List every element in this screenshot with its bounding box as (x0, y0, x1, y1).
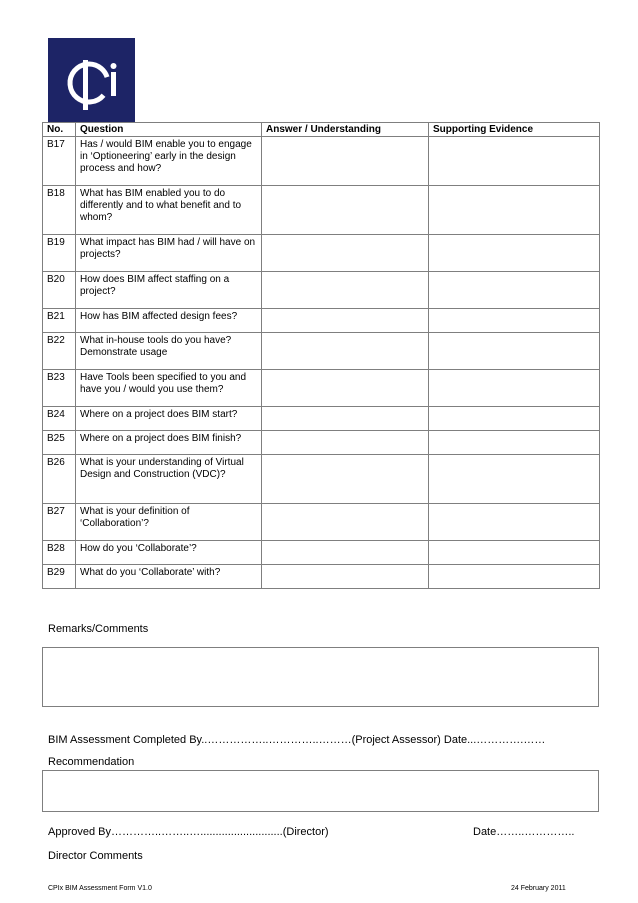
table-row (43, 272, 600, 309)
table-row (43, 455, 600, 504)
row-number: B21 (43, 309, 76, 333)
evidence-cell[interactable] (429, 504, 600, 541)
answer-cell[interactable] (262, 235, 429, 272)
row-question: Where on a project does BIM finish? (76, 431, 262, 455)
row-number: B27 (43, 504, 76, 541)
recommendation-label: Recommendation (48, 756, 135, 768)
answer-cell[interactable] (262, 370, 429, 407)
row-question: What in-house tools do you have? Demonstrate usage (76, 333, 262, 370)
approved-by-line: Approved By…………..……..…...........................(Director) (48, 826, 329, 838)
row-number: B24 (43, 407, 76, 431)
table-row (43, 186, 600, 235)
table-row (43, 333, 600, 370)
row-number: B22 (43, 333, 76, 370)
row-question: Where on a project does BIM start? (76, 407, 262, 431)
table-row (43, 504, 600, 541)
remarks-label: Remarks/Comments (48, 623, 149, 635)
table-row (43, 370, 600, 407)
row-question: What is your understanding of Virtual Design and Construction (VDC)? (76, 455, 262, 504)
row-question: What do you ‘Collaborate’ with? (76, 565, 262, 589)
header-question: Question (76, 123, 262, 137)
row-number: B18 (43, 186, 76, 235)
evidence-cell[interactable] (429, 431, 600, 455)
row-number: B26 (43, 455, 76, 504)
row-number: B19 (43, 235, 76, 272)
table-row (43, 565, 600, 589)
evidence-cell[interactable] (429, 186, 600, 235)
row-question: What impact has BIM had / will have on projects? (76, 235, 262, 272)
evidence-cell[interactable] (429, 541, 600, 565)
table-row (43, 137, 600, 186)
row-number: B23 (43, 370, 76, 407)
evidence-cell[interactable] (429, 309, 600, 333)
remarks-box[interactable] (42, 647, 599, 707)
table-row (43, 431, 600, 455)
row-number: B25 (43, 431, 76, 455)
evidence-cell[interactable] (429, 137, 600, 186)
evidence-cell[interactable] (429, 407, 600, 431)
answer-cell[interactable] (262, 541, 429, 565)
table-row (43, 541, 600, 565)
table-row (43, 235, 600, 272)
evidence-cell[interactable] (429, 370, 600, 407)
answer-cell[interactable] (262, 431, 429, 455)
row-number: B17 (43, 137, 76, 186)
director-comments-label: Director Comments (48, 850, 143, 862)
cpi-logo-mark (48, 38, 135, 122)
answer-cell[interactable] (262, 137, 429, 186)
row-question: Has / would BIM enable you to engage in ‘Optioneering’ early in the design process and how? (76, 137, 262, 186)
row-question: What is your definition of ‘Collaboration’? (76, 504, 262, 541)
header-no: No. (43, 123, 76, 137)
completed-by-line: BIM Assessment Completed By..……………..…………..………(Project Assessor) Date...………….…… (48, 734, 546, 746)
evidence-cell[interactable] (429, 455, 600, 504)
answer-cell[interactable] (262, 272, 429, 309)
table-header-row (43, 123, 600, 137)
assessment-table (42, 122, 600, 589)
header-evidence: Supporting Evidence (429, 123, 600, 137)
row-question: How does BIM affect staffing on a project? (76, 272, 262, 309)
table-row (43, 309, 600, 333)
answer-cell[interactable] (262, 186, 429, 235)
table-row (43, 407, 600, 431)
row-number: B20 (43, 272, 76, 309)
answer-cell[interactable] (262, 407, 429, 431)
footer-date: 24 February 2011 (511, 885, 566, 892)
answer-cell[interactable] (262, 565, 429, 589)
row-question: What has BIM enabled you to do differently and to what benefit and to whom? (76, 186, 262, 235)
answer-cell[interactable] (262, 309, 429, 333)
answer-cell[interactable] (262, 455, 429, 504)
evidence-cell[interactable] (429, 272, 600, 309)
footer-form-version: CPIx BIM Assessment Form V1.0 (48, 885, 152, 892)
evidence-cell[interactable] (429, 235, 600, 272)
row-question: How has BIM affected design fees? (76, 309, 262, 333)
row-question: Have Tools been specified to you and have you / would you use them? (76, 370, 262, 407)
cpi-logo (48, 38, 135, 122)
row-question: How do you ‘Collaborate’? (76, 541, 262, 565)
header-answer: Answer / Understanding (262, 123, 429, 137)
evidence-cell[interactable] (429, 333, 600, 370)
evidence-cell[interactable] (429, 565, 600, 589)
row-number: B28 (43, 541, 76, 565)
row-number: B29 (43, 565, 76, 589)
answer-cell[interactable] (262, 504, 429, 541)
recommendation-box[interactable] (42, 770, 599, 812)
approved-date: Date……..………….. (473, 826, 575, 838)
answer-cell[interactable] (262, 333, 429, 370)
